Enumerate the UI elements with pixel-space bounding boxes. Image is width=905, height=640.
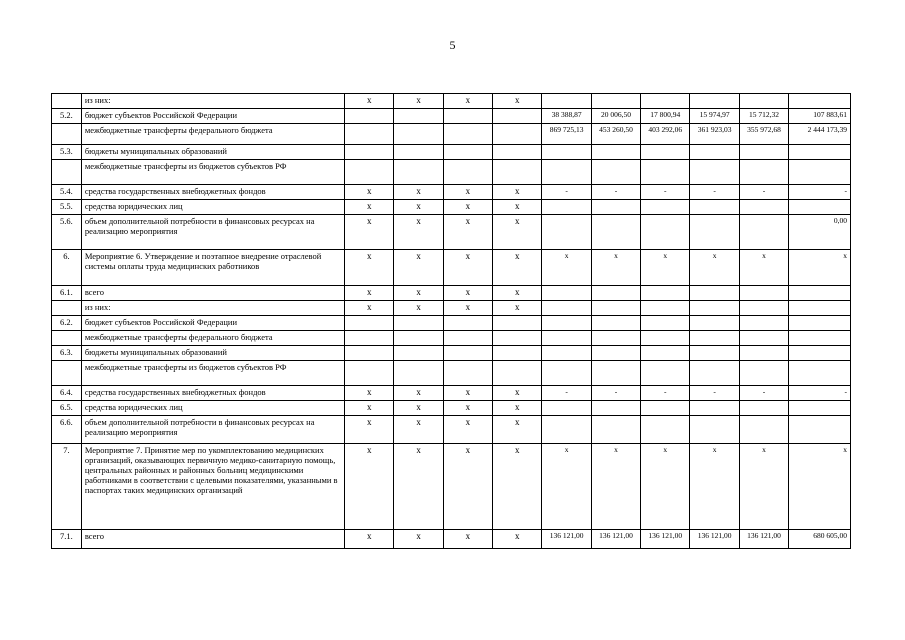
mark-cell: x [394, 401, 443, 416]
value-cell [739, 361, 788, 386]
value-cell [641, 416, 690, 444]
table-row [52, 124, 851, 145]
row-number: 6.1. [52, 286, 82, 301]
mark-cell [493, 361, 542, 386]
mark-cell [394, 160, 443, 185]
table-row [52, 530, 851, 549]
mark-cell [443, 109, 492, 124]
value-cell: 0,00 [789, 215, 851, 250]
mark-cell [345, 124, 394, 145]
row-number: 5.3. [52, 145, 82, 160]
value-cell [739, 401, 788, 416]
mark-cell: x [394, 94, 443, 109]
mark-cell [345, 316, 394, 331]
mark-cell: x [493, 530, 542, 549]
row-number: 6.2. [52, 316, 82, 331]
value-cell [690, 286, 739, 301]
mark-cell: x [443, 386, 492, 401]
value-cell [739, 200, 788, 215]
value-cell [641, 160, 690, 185]
row-number [52, 160, 82, 185]
value-cell [789, 160, 851, 185]
table-row [52, 346, 851, 361]
value-cell: - [591, 386, 640, 401]
value-cell [789, 316, 851, 331]
row-number: 5.4. [52, 185, 82, 200]
value-cell [789, 145, 851, 160]
mark-cell [394, 109, 443, 124]
mark-cell: x [443, 185, 492, 200]
value-cell: 136 121,00 [591, 530, 640, 549]
row-name: межбюджетные трансферты из бюджетов субъектов РФ [81, 361, 344, 386]
mark-cell: x [394, 386, 443, 401]
mark-cell: x [443, 301, 492, 316]
mark-cell: x [443, 200, 492, 215]
mark-cell: x [493, 250, 542, 286]
row-number [52, 94, 82, 109]
mark-cell [394, 346, 443, 361]
value-cell [690, 145, 739, 160]
mark-cell: x [493, 401, 542, 416]
value-cell [542, 346, 591, 361]
value-cell [690, 94, 739, 109]
value-cell [690, 301, 739, 316]
value-cell: 38 388,87 [542, 109, 591, 124]
table-row [52, 109, 851, 124]
value-cell: - [739, 386, 788, 401]
value-cell [690, 215, 739, 250]
value-cell: 355 972,68 [739, 124, 788, 145]
mark-cell: x [493, 94, 542, 109]
value-cell: x [789, 250, 851, 286]
value-cell [591, 200, 640, 215]
value-cell: x [690, 250, 739, 286]
mark-cell: x [345, 200, 394, 215]
value-cell [591, 346, 640, 361]
value-cell [591, 160, 640, 185]
value-cell: 15 712,32 [739, 109, 788, 124]
mark-cell [493, 331, 542, 346]
value-cell: 869 725,13 [542, 124, 591, 145]
page-number: 5 [449, 38, 456, 52]
value-cell [542, 316, 591, 331]
mark-cell [443, 145, 492, 160]
table-row [52, 160, 851, 185]
value-cell [739, 286, 788, 301]
value-cell [641, 401, 690, 416]
value-cell: 20 006,50 [591, 109, 640, 124]
value-cell [542, 331, 591, 346]
value-cell: 453 260,50 [591, 124, 640, 145]
mark-cell: x [443, 416, 492, 444]
value-cell [739, 160, 788, 185]
mark-cell [493, 124, 542, 145]
row-name: межбюджетные трансферты из бюджетов субъектов РФ [81, 160, 344, 185]
row-number [52, 301, 82, 316]
value-cell [739, 215, 788, 250]
value-cell: x [690, 444, 739, 530]
value-cell [739, 301, 788, 316]
value-cell [789, 200, 851, 215]
table-row [52, 145, 851, 160]
table-row [52, 185, 851, 200]
value-cell: x [591, 444, 640, 530]
mark-cell: x [493, 386, 542, 401]
mark-cell [345, 331, 394, 346]
row-number: 5.6. [52, 215, 82, 250]
table-row [52, 94, 851, 109]
value-cell [641, 301, 690, 316]
row-number: 5.5. [52, 200, 82, 215]
value-cell [542, 215, 591, 250]
row-name: межбюджетные трансферты федерального бюджета [81, 331, 344, 346]
mark-cell [493, 109, 542, 124]
value-cell [641, 331, 690, 346]
value-cell: - [690, 185, 739, 200]
row-name: объем дополнительной потребности в финансовых ресурсах на реализацию мероприятия [81, 215, 344, 250]
row-number [52, 331, 82, 346]
value-cell [542, 416, 591, 444]
mark-cell [493, 145, 542, 160]
value-cell [739, 94, 788, 109]
value-cell [789, 94, 851, 109]
value-cell: x [739, 250, 788, 286]
budget-table [51, 93, 851, 549]
mark-cell [493, 316, 542, 331]
value-cell [690, 200, 739, 215]
mark-cell: x [493, 200, 542, 215]
value-cell: - [641, 185, 690, 200]
value-cell: 680 605,00 [789, 530, 851, 549]
mark-cell: x [345, 386, 394, 401]
mark-cell: x [443, 286, 492, 301]
value-cell [641, 316, 690, 331]
value-cell [789, 301, 851, 316]
value-cell [591, 316, 640, 331]
row-name: межбюджетные трансферты федерального бюджета [81, 124, 344, 145]
row-number: 6.5. [52, 401, 82, 416]
value-cell [542, 286, 591, 301]
mark-cell [443, 124, 492, 145]
table-row [52, 215, 851, 250]
value-cell [690, 346, 739, 361]
mark-cell [345, 160, 394, 185]
value-cell [739, 316, 788, 331]
mark-cell [443, 316, 492, 331]
value-cell [789, 401, 851, 416]
mark-cell [493, 160, 542, 185]
mark-cell: x [394, 185, 443, 200]
value-cell [542, 160, 591, 185]
value-cell [641, 145, 690, 160]
mark-cell: x [443, 215, 492, 250]
row-name: средства государственных внебюджетных фондов [81, 185, 344, 200]
mark-cell: x [443, 401, 492, 416]
row-name: бюджеты муниципальных образований [81, 346, 344, 361]
mark-cell: x [345, 215, 394, 250]
mark-cell: x [394, 286, 443, 301]
row-name: объем дополнительной потребности в финансовых ресурсах на реализацию мероприятия [81, 416, 344, 444]
value-cell: x [542, 444, 591, 530]
row-number: 6.3. [52, 346, 82, 361]
mark-cell [443, 160, 492, 185]
mark-cell: x [493, 185, 542, 200]
value-cell [591, 416, 640, 444]
mark-cell [394, 124, 443, 145]
table-row [52, 416, 851, 444]
value-cell [591, 301, 640, 316]
value-cell [690, 416, 739, 444]
mark-cell [443, 346, 492, 361]
value-cell [591, 215, 640, 250]
table-row [52, 250, 851, 286]
mark-cell: x [443, 250, 492, 286]
value-cell [789, 331, 851, 346]
mark-cell: x [493, 301, 542, 316]
value-cell: x [591, 250, 640, 286]
row-number [52, 124, 82, 145]
table-row [52, 331, 851, 346]
value-cell [641, 200, 690, 215]
value-cell: - [690, 386, 739, 401]
mark-cell: x [493, 215, 542, 250]
mark-cell: x [345, 94, 394, 109]
value-cell: 2 444 173,39 [789, 124, 851, 145]
table-row [52, 444, 851, 530]
value-cell: 15 974,97 [690, 109, 739, 124]
row-number: 7.1. [52, 530, 82, 549]
value-cell [542, 200, 591, 215]
value-cell [789, 361, 851, 386]
row-number: 7. [52, 444, 82, 530]
value-cell [591, 145, 640, 160]
value-cell [591, 401, 640, 416]
value-cell: - [591, 185, 640, 200]
value-cell [641, 346, 690, 361]
mark-cell [345, 145, 394, 160]
row-name: всего [81, 530, 344, 549]
mark-cell: x [394, 250, 443, 286]
value-cell [641, 286, 690, 301]
value-cell [641, 215, 690, 250]
table-row [52, 200, 851, 215]
row-name: бюджет субъектов Российской Федерации [81, 316, 344, 331]
mark-cell [345, 109, 394, 124]
value-cell [591, 361, 640, 386]
mark-cell [345, 346, 394, 361]
value-cell: - [542, 386, 591, 401]
mark-cell: x [394, 301, 443, 316]
row-number: 6. [52, 250, 82, 286]
value-cell: 17 800,94 [641, 109, 690, 124]
table-row [52, 386, 851, 401]
value-cell [542, 361, 591, 386]
value-cell [690, 316, 739, 331]
value-cell [641, 94, 690, 109]
row-name: бюджет субъектов Российской Федерации [81, 109, 344, 124]
row-name: Мероприятие 6. Утверждение и поэтапное внедрение отраслевой системы оплаты труда медицинских работников [81, 250, 344, 286]
value-cell [690, 160, 739, 185]
row-number [52, 361, 82, 386]
mark-cell: x [345, 530, 394, 549]
row-name: из них: [81, 94, 344, 109]
value-cell: x [739, 444, 788, 530]
mark-cell: x [493, 286, 542, 301]
value-cell [690, 361, 739, 386]
value-cell [591, 331, 640, 346]
value-cell [591, 94, 640, 109]
table-row [52, 316, 851, 331]
table-row [52, 361, 851, 386]
row-number: 6.6. [52, 416, 82, 444]
value-cell [690, 331, 739, 346]
mark-cell: x [345, 301, 394, 316]
row-name: средства государственных внебюджетных фондов [81, 386, 344, 401]
value-cell [739, 145, 788, 160]
value-cell [542, 401, 591, 416]
mark-cell: x [443, 444, 492, 530]
row-number: 5.2. [52, 109, 82, 124]
value-cell: - [789, 185, 851, 200]
mark-cell: x [443, 94, 492, 109]
mark-cell: x [493, 416, 542, 444]
mark-cell [443, 331, 492, 346]
value-cell [789, 416, 851, 444]
value-cell [641, 361, 690, 386]
mark-cell: x [394, 215, 443, 250]
mark-cell [394, 361, 443, 386]
mark-cell: x [345, 401, 394, 416]
mark-cell: x [345, 416, 394, 444]
value-cell [542, 301, 591, 316]
row-name: бюджеты муниципальных образований [81, 145, 344, 160]
table-row [52, 401, 851, 416]
row-name: Мероприятие 7. Принятие мер по укомплектованию медицинских организаций, оказывающих первичную медико-санитарную помощь, центральных районных и районных больниц медицинскими работниками в соответствии с целевыми показателями, указанными в паспортах таких медицинских организаций [81, 444, 344, 530]
mark-cell: x [443, 530, 492, 549]
mark-cell: x [493, 444, 542, 530]
table-row [52, 301, 851, 316]
mark-cell [443, 361, 492, 386]
row-name: средства юридических лиц [81, 200, 344, 215]
value-cell [739, 331, 788, 346]
value-cell: 136 121,00 [739, 530, 788, 549]
mark-cell: x [345, 286, 394, 301]
mark-cell [394, 145, 443, 160]
mark-cell [345, 361, 394, 386]
row-name: средства юридических лиц [81, 401, 344, 416]
value-cell [739, 346, 788, 361]
row-name: всего [81, 286, 344, 301]
mark-cell [493, 346, 542, 361]
value-cell [739, 416, 788, 444]
value-cell [690, 401, 739, 416]
value-cell: 361 923,03 [690, 124, 739, 145]
mark-cell [394, 331, 443, 346]
value-cell [542, 94, 591, 109]
value-cell [789, 346, 851, 361]
value-cell [542, 145, 591, 160]
value-cell: 136 121,00 [690, 530, 739, 549]
row-name: из них: [81, 301, 344, 316]
value-cell: 136 121,00 [542, 530, 591, 549]
mark-cell: x [394, 200, 443, 215]
mark-cell [394, 316, 443, 331]
value-cell: 403 292,06 [641, 124, 690, 145]
mark-cell: x [394, 416, 443, 444]
value-cell: x [641, 444, 690, 530]
mark-cell: x [345, 444, 394, 530]
value-cell: - [739, 185, 788, 200]
row-number: 6.4. [52, 386, 82, 401]
value-cell: x [789, 444, 851, 530]
mark-cell: x [345, 185, 394, 200]
value-cell: - [789, 386, 851, 401]
value-cell [789, 286, 851, 301]
mark-cell: x [394, 444, 443, 530]
table-row [52, 286, 851, 301]
value-cell [591, 286, 640, 301]
value-cell: - [542, 185, 591, 200]
value-cell: x [641, 250, 690, 286]
value-cell: x [542, 250, 591, 286]
mark-cell: x [394, 530, 443, 549]
value-cell: - [641, 386, 690, 401]
mark-cell: x [345, 250, 394, 286]
value-cell: 136 121,00 [641, 530, 690, 549]
value-cell: 107 883,61 [789, 109, 851, 124]
